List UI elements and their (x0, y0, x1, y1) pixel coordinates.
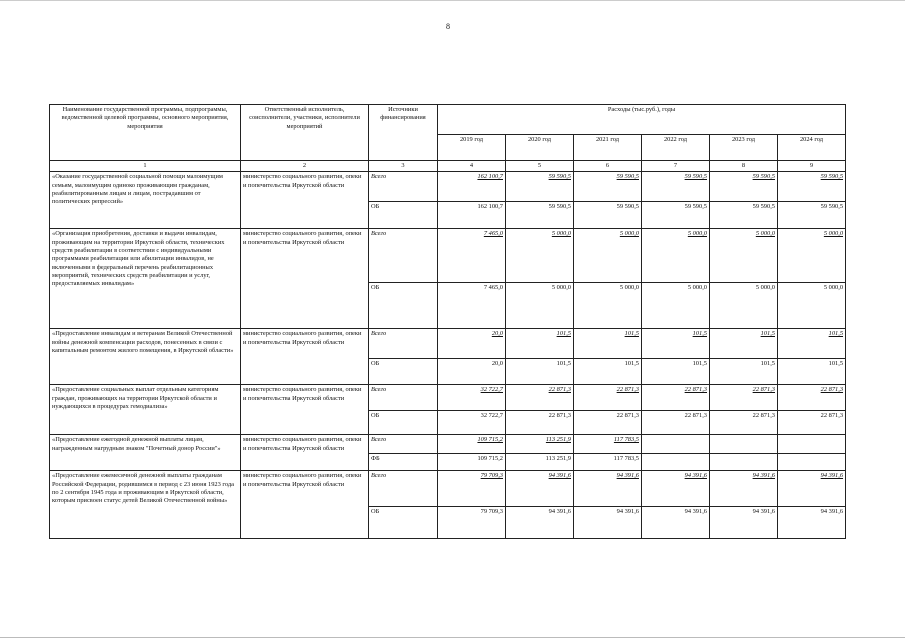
activity-total-row (50, 229, 846, 283)
total-value: 20,0 (438, 329, 506, 359)
header-executor: Ответственный исполнитель, соисполнители, участники, исполнители мероприятий (241, 105, 369, 161)
total-value: 79 709,3 (438, 471, 506, 507)
total-value: 22 871,3 (506, 385, 574, 411)
header-year: 2024 год (778, 135, 846, 161)
source-value: 7 465,0 (438, 283, 506, 329)
page-number: 8 (446, 22, 450, 31)
source-value: 101,5 (506, 359, 574, 385)
source-value: 109 715,2 (438, 454, 506, 471)
source-total-label: Всего (369, 172, 438, 202)
activity-executor: министерство социального развития, опеки и попечительства Иркутской области (241, 329, 369, 385)
source-value: 94 391,6 (778, 507, 846, 539)
column-number: 2 (241, 161, 369, 172)
source-total-label: Всего (369, 385, 438, 411)
activity-executor: министерство социального развития, опеки и попечительства Иркутской области (241, 172, 369, 229)
activity-total-row (50, 471, 846, 507)
source-value: 22 871,3 (574, 411, 642, 435)
source-value: 59 590,5 (778, 202, 846, 229)
source-label: ФБ (369, 454, 438, 471)
source-value: 94 391,6 (506, 507, 574, 539)
source-value: 59 590,5 (506, 202, 574, 229)
total-value: 94 391,6 (574, 471, 642, 507)
total-value: 101,5 (710, 329, 778, 359)
total-value: 59 590,5 (778, 172, 846, 202)
total-value (778, 435, 846, 454)
column-number: 5 (506, 161, 574, 172)
activity-name: «Предоставление ежемесячной денежной выплаты гражданам Российской Федерации, родившимся в период с 23 июня 1923 года по 2 сентября 1945 года и проживающим в Иркутской области, которым присвоен статус детей Великой Отечественной войны» (50, 471, 241, 539)
total-value: 59 590,5 (710, 172, 778, 202)
source-value: 5 000,0 (506, 283, 574, 329)
source-value: 101,5 (778, 359, 846, 385)
source-value (642, 454, 710, 471)
source-value: 22 871,3 (710, 411, 778, 435)
total-value: 117 783,5 (574, 435, 642, 454)
source-label: ОБ (369, 507, 438, 539)
source-value: 5 000,0 (642, 283, 710, 329)
source-label: ОБ (369, 359, 438, 385)
source-value: 32 722,7 (438, 411, 506, 435)
source-value: 22 871,3 (642, 411, 710, 435)
source-value: 20,0 (438, 359, 506, 385)
page-bottom-edge (0, 637, 905, 638)
activity-name: «Организация приобретения, доставки и выдачи инвалидам, проживающим на территории Иркутской области, технических средств реабилитации в соответствии с индивидуальными программами реабилитации или абилитации инвалидов, не включенными в федеральный перечень реабилитационных мероприятий, технических средств реабилитации и услуг, предоставляемых инвалидам» (50, 229, 241, 329)
source-value: 101,5 (574, 359, 642, 385)
header-year: 2019 год (438, 135, 506, 161)
source-value: 59 590,5 (574, 202, 642, 229)
activity-total-row (50, 385, 846, 411)
total-value: 5 000,0 (506, 229, 574, 283)
activity-executor: министерство социального развития, опеки и попечительства Иркутской области (241, 471, 369, 539)
source-value: 59 590,5 (710, 202, 778, 229)
header-source: Источники финансирования (369, 105, 438, 161)
total-value: 162 100,7 (438, 172, 506, 202)
column-number: 9 (778, 161, 846, 172)
total-value: 22 871,3 (574, 385, 642, 411)
activity-executor: министерство социального развития, опеки и попечительства Иркутской области (241, 385, 369, 435)
header-expenses: Расходы (тыс.руб.), годы (438, 105, 846, 135)
activity-executor: министерство социального развития, опеки и попечительства Иркутской области (241, 229, 369, 329)
source-total-label: Всего (369, 329, 438, 359)
total-value: 109 715,2 (438, 435, 506, 454)
total-value: 32 722,7 (438, 385, 506, 411)
activity-name: «Предоставление социальных выплат отдельным категориям граждан, проживающих на территории Иркутской области и нуждающихся в процедурах гемодиализа» (50, 385, 241, 435)
source-value: 22 871,3 (778, 411, 846, 435)
header-year: 2021 год (574, 135, 642, 161)
source-value (778, 454, 846, 471)
activity-total-row (50, 329, 846, 359)
activity-total-row (50, 172, 846, 202)
activity-executor: министерство социального развития, опеки и попечительства Иркутской области (241, 435, 369, 471)
column-number: 3 (369, 161, 438, 172)
total-value: 101,5 (642, 329, 710, 359)
column-number: 1 (50, 161, 241, 172)
total-value: 22 871,3 (642, 385, 710, 411)
source-value: 101,5 (710, 359, 778, 385)
column-number: 4 (438, 161, 506, 172)
source-total-label: Всего (369, 471, 438, 507)
column-number: 6 (574, 161, 642, 172)
source-value: 101,5 (642, 359, 710, 385)
total-value: 101,5 (506, 329, 574, 359)
source-value: 113 251,9 (506, 454, 574, 471)
header-name: Наименование государственной программы, подпрограммы, ведомственной целевой программы, основного мероприятия, мероприятия (50, 105, 241, 161)
source-label: ОБ (369, 411, 438, 435)
page-top-edge (0, 0, 905, 1)
total-value: 7 465,0 (438, 229, 506, 283)
header-year: 2022 год (642, 135, 710, 161)
source-value: 94 391,6 (642, 507, 710, 539)
source-value: 94 391,6 (574, 507, 642, 539)
total-value: 94 391,6 (506, 471, 574, 507)
total-value (710, 435, 778, 454)
total-value: 113 251,9 (506, 435, 574, 454)
source-value: 79 709,3 (438, 507, 506, 539)
total-value: 101,5 (778, 329, 846, 359)
source-value: 22 871,3 (506, 411, 574, 435)
source-value: 117 783,5 (574, 454, 642, 471)
total-value: 59 590,5 (574, 172, 642, 202)
source-label: ОБ (369, 283, 438, 329)
total-value: 5 000,0 (710, 229, 778, 283)
source-value: 59 590,5 (642, 202, 710, 229)
activity-name: «Предоставление ежегодной денежной выплаты лицам, награжденным нагрудным знаком "Почетный донор России"» (50, 435, 241, 471)
source-value: 94 391,6 (710, 507, 778, 539)
activity-total-row (50, 435, 846, 454)
total-value (642, 435, 710, 454)
total-value: 94 391,6 (642, 471, 710, 507)
column-number-row (50, 161, 846, 172)
total-value: 94 391,6 (778, 471, 846, 507)
source-total-label: Всего (369, 229, 438, 283)
total-value: 94 391,6 (710, 471, 778, 507)
budget-table (49, 104, 846, 539)
activity-name: «Предоставление инвалидам и ветеранам Великой Отечественной войны денежной компенсации расходов, понесенных в связи с капитальным ремонтом жилого помещения, в Иркутской области» (50, 329, 241, 385)
total-value: 59 590,5 (642, 172, 710, 202)
source-label: ОБ (369, 202, 438, 229)
column-number: 7 (642, 161, 710, 172)
source-value: 5 000,0 (778, 283, 846, 329)
total-value: 101,5 (574, 329, 642, 359)
activity-name: «Оказание государственной социальной помощи малоимущим семьям, малоимущим одиноко проживающим гражданам, реабилитированным лицам и лицам, пострадавшим от политических репрессий» (50, 172, 241, 229)
total-value: 22 871,3 (710, 385, 778, 411)
column-number: 8 (710, 161, 778, 172)
source-total-label: Всего (369, 435, 438, 454)
total-value: 22 871,3 (778, 385, 846, 411)
source-value: 5 000,0 (710, 283, 778, 329)
total-value: 59 590,5 (506, 172, 574, 202)
total-value: 5 000,0 (642, 229, 710, 283)
total-value: 5 000,0 (778, 229, 846, 283)
total-value: 5 000,0 (574, 229, 642, 283)
source-value (710, 454, 778, 471)
header-year: 2023 год (710, 135, 778, 161)
source-value: 5 000,0 (574, 283, 642, 329)
source-value: 162 100,7 (438, 202, 506, 229)
header-year: 2020 год (506, 135, 574, 161)
